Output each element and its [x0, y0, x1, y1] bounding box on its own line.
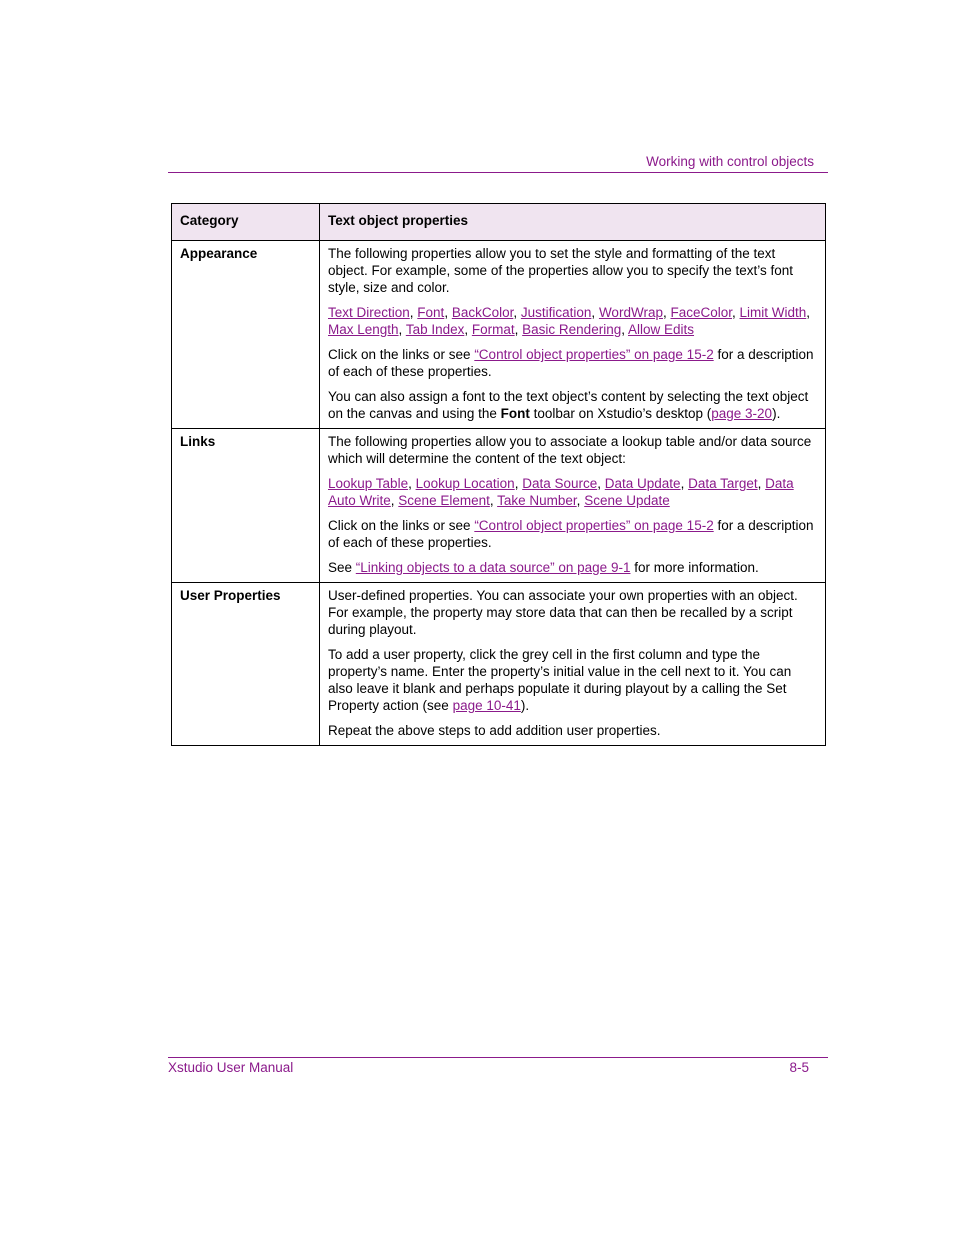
- user-properties-p2: [328, 646, 817, 714]
- links-intro: The following properties allow you to associate a lookup table and/or data source which will determine the content of the text object:: [328, 434, 812, 466]
- category-user-properties: User Properties: [172, 583, 320, 746]
- font-toolbar-name: Font: [500, 406, 530, 421]
- links-click-note: [328, 517, 817, 551]
- link-text-direction[interactable]: Text Direction: [328, 305, 410, 320]
- link-basic-rendering[interactable]: Basic Rendering: [522, 322, 622, 337]
- font-middle: toolbar on Xstudio’s desktop (: [529, 406, 712, 421]
- page-number: 8-5: [789, 1060, 809, 1075]
- click-prefix: Click on the links or see: [328, 347, 475, 362]
- table-row: [172, 583, 826, 746]
- link-data-update[interactable]: Data Update: [604, 476, 681, 491]
- see-suffix: for more information.: [630, 560, 759, 575]
- link-lookup-location[interactable]: Lookup Location: [415, 476, 515, 491]
- p2-prefix: To add a user property, click the grey cell in the first column and type the property’s name. Enter the property’s initial value in the cell next to it. You can also leave it blank and perhaps populate it during playout by a calling the Set Property action (see: [328, 647, 792, 713]
- link-take-number[interactable]: Take Number: [497, 493, 577, 508]
- properties-table: [171, 203, 826, 746]
- click-suffix: for a description of each of these properties.: [328, 347, 814, 379]
- link-max-length[interactable]: Max Length: [328, 322, 399, 337]
- appearance-click-note: [328, 346, 817, 380]
- links-links: Lookup Table, Lookup Location, Data Source, Data Update, Data Target, Data Auto Write, Scene Element, Take Number, Scene Update: [328, 476, 794, 508]
- link-font[interactable]: Font: [417, 305, 445, 320]
- running-header: Working with control objects: [646, 154, 814, 169]
- footer-rule: [168, 1057, 828, 1058]
- user-properties-p1: User-defined properties. You can associate your own properties with an object. For example, the property may store data that can then be recalled by a script during playout.: [328, 588, 798, 637]
- table-row: [172, 429, 826, 583]
- category-appearance: Appearance: [172, 241, 320, 429]
- header-rule: [168, 172, 828, 173]
- header-properties: Text object properties: [320, 204, 826, 241]
- font-prefix: You can also assign a font to the text object’s content by selecting the text object on the canvas and using the: [328, 389, 809, 421]
- user-properties-description: [320, 583, 826, 746]
- link-control-object-properties[interactable]: “Control object properties” on page 15-2: [474, 347, 714, 362]
- font-suffix: ).: [772, 406, 781, 421]
- link-backcolor[interactable]: BackColor: [451, 305, 514, 320]
- link-tab-index[interactable]: Tab Index: [405, 322, 465, 337]
- click-prefix: Click on the links or see: [328, 518, 475, 533]
- appearance-links: Text Direction, Font, BackColor, Justification, WordWrap, FaceColor, Limit Width, Max Length, Tab Index, Format, Basic Rendering, Allow Edits: [328, 305, 811, 337]
- link-justification[interactable]: Justification: [520, 305, 592, 320]
- user-properties-p3: Repeat the above steps to add addition user properties.: [328, 723, 661, 738]
- link-data-auto-write[interactable]: Data Auto Write: [328, 476, 794, 508]
- category-links: Links: [172, 429, 320, 583]
- link-facecolor[interactable]: FaceColor: [670, 305, 733, 320]
- link-control-object-properties[interactable]: “Control object properties” on page 15-2: [474, 518, 714, 533]
- table-header-row: [172, 204, 826, 241]
- link-allow-edits[interactable]: Allow Edits: [627, 322, 695, 337]
- click-suffix: for a description of each of these properties.: [328, 518, 814, 550]
- appearance-description: [320, 241, 826, 429]
- link-scene-element[interactable]: Scene Element: [398, 493, 490, 508]
- link-linking-objects[interactable]: “Linking objects to a data source” on page 9-1: [355, 560, 631, 575]
- link-data-source[interactable]: Data Source: [522, 476, 598, 491]
- appearance-intro: The following properties allow you to set the style and formatting of the text object. For example, some of the properties allow you to specify the text’s font style, size and color.: [328, 246, 793, 295]
- links-see-note: [328, 559, 817, 576]
- appearance-font-note: [328, 388, 817, 422]
- link-format[interactable]: Format: [471, 322, 515, 337]
- link-page-3-20[interactable]: page 3-20: [711, 406, 773, 421]
- see-prefix: See: [328, 560, 356, 575]
- table-row: [172, 241, 826, 429]
- link-scene-update[interactable]: Scene Update: [584, 493, 670, 508]
- p2-suffix: ).: [520, 698, 530, 713]
- link-lookup-table[interactable]: Lookup Table: [328, 476, 409, 491]
- header-category: Category: [172, 204, 320, 241]
- link-wordwrap[interactable]: WordWrap: [598, 305, 663, 320]
- footer-manual-title: Xstudio User Manual: [168, 1060, 294, 1075]
- link-limit-width[interactable]: Limit Width: [739, 305, 807, 320]
- link-data-target[interactable]: Data Target: [688, 476, 758, 491]
- links-description: [320, 429, 826, 583]
- link-page-10-41[interactable]: page 10-41: [452, 698, 521, 713]
